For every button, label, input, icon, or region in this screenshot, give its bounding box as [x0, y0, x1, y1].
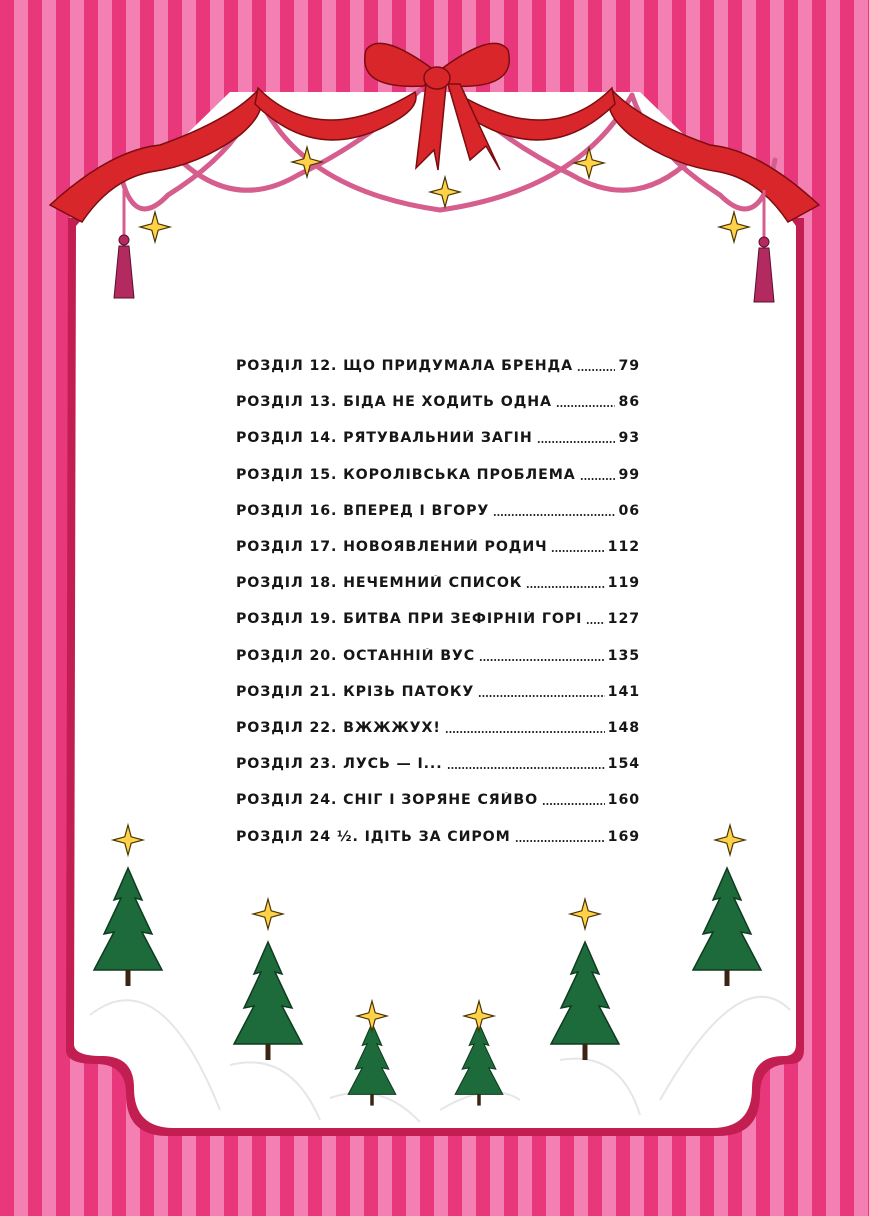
- dot-leader: [526, 586, 604, 588]
- page-number: 135: [607, 647, 640, 664]
- dot-leader: [537, 441, 616, 443]
- toc-entry[interactable]: [236, 420, 640, 456]
- chapter-title: РОЗДІЛ 24 ½. ІДІТЬ ЗА СИРОМ: [236, 828, 511, 845]
- toc-entry[interactable]: [236, 565, 640, 601]
- dot-leader: [479, 659, 605, 661]
- toc-entry[interactable]: [236, 493, 640, 529]
- page-number: 154: [607, 756, 640, 773]
- chapter-title: РОЗДІЛ 20. ОСТАННІЙ ВУС: [236, 647, 476, 664]
- table-of-contents: [236, 348, 640, 855]
- dot-leader: [551, 550, 604, 552]
- page-number: 127: [607, 611, 640, 628]
- chapter-title: РОЗДІЛ 15. КОРОЛІВСЬКА ПРОБЛЕМА: [236, 466, 576, 483]
- chapter-title: РОЗДІЛ 17. НОВОЯВЛЕНИЙ РОДИЧ: [236, 539, 548, 556]
- chapter-title: РОЗДІЛ 13. БІДА НЕ ХОДИТЬ ОДНА: [236, 394, 552, 411]
- toc-entry[interactable]: [236, 782, 640, 818]
- toc-entry[interactable]: [236, 348, 640, 384]
- page-number: 169: [607, 828, 640, 845]
- toc-entry[interactable]: [236, 818, 640, 854]
- chapter-title: РОЗДІЛ 21. КРІЗЬ ПАТОКУ: [236, 683, 475, 700]
- dot-leader: [447, 767, 605, 769]
- page-number: 79: [618, 358, 640, 375]
- dot-leader: [556, 405, 616, 407]
- toc-entry[interactable]: [236, 601, 640, 637]
- dot-leader: [580, 478, 616, 480]
- chapter-title: РОЗДІЛ 14. РЯТУВАЛЬНИЙ ЗАГІН: [236, 430, 533, 447]
- dot-leader: [493, 514, 615, 516]
- dot-leader: [586, 622, 604, 624]
- toc-entry[interactable]: [236, 674, 640, 710]
- page-number: 119: [607, 575, 640, 592]
- page-number: 99: [618, 466, 640, 483]
- dot-leader: [478, 695, 604, 697]
- page-number: 112: [607, 539, 640, 556]
- toc-entry[interactable]: [236, 710, 640, 746]
- toc-entry[interactable]: [236, 638, 640, 674]
- dot-leader: [577, 369, 615, 371]
- toc-entry[interactable]: [236, 746, 640, 782]
- toc-entry[interactable]: [236, 529, 640, 565]
- dot-leader: [445, 731, 605, 733]
- page-number: 160: [607, 792, 640, 809]
- page-number: 141: [607, 683, 640, 700]
- toc-entry[interactable]: [236, 384, 640, 420]
- chapter-title: РОЗДІЛ 22. ВЖЖЖУХ!: [236, 719, 441, 736]
- chapter-title: РОЗДІЛ 12. ЩО ПРИДУМАЛА БРЕНДА: [236, 358, 573, 375]
- chapter-title: РОЗДІЛ 23. ЛУСЬ — І...: [236, 756, 443, 773]
- dot-leader: [542, 803, 605, 805]
- chapter-title: РОЗДІЛ 18. НЕЧЕМНИЙ СПИСОК: [236, 575, 523, 592]
- page-number: 86: [618, 394, 640, 411]
- page-number: 148: [607, 719, 640, 736]
- chapter-title: РОЗДІЛ 16. ВПЕРЕД І ВГОРУ: [236, 502, 490, 519]
- toc-entry[interactable]: [236, 457, 640, 493]
- page-number: 06: [618, 502, 640, 519]
- page-number: 93: [618, 430, 640, 447]
- dot-leader: [515, 840, 605, 842]
- chapter-title: РОЗДІЛ 19. БИТВА ПРИ ЗЕФІРНІЙ ГОРІ: [236, 611, 583, 628]
- chapter-title: РОЗДІЛ 24. СНІГ І ЗОРЯНЕ СЯЙВО: [236, 792, 539, 809]
